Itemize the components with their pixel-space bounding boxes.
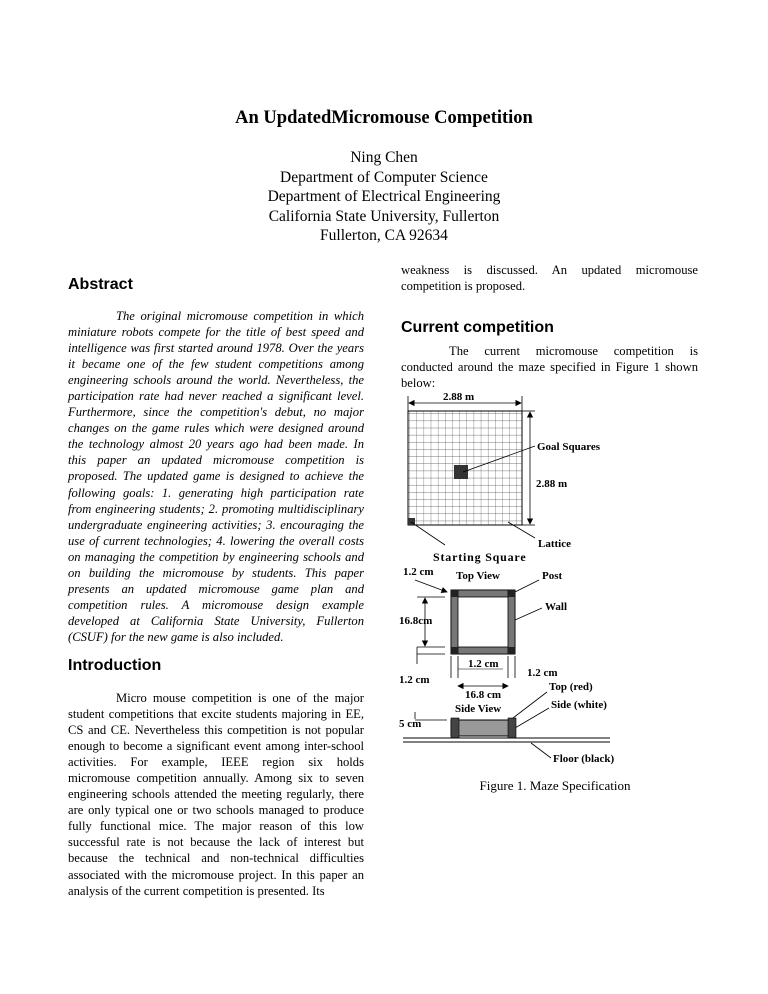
- goal-squares: [454, 465, 468, 479]
- abstract-text: The original micromouse competition in which miniature robots compete for the title of best speed and intelligence was first started around 1978. Over the years it became one of the few student competitions among engineering schools around the world. Nevertheless, the participation rate had never reached a significant level. Furthermore, since the competition's debut, no major changes on the game rules which were designed around the technology almost 20 years ago had been made. In this paper an updated micromouse competition is proposed. The updated game is designed to achieve the following goals: 1. generating high participation rate from engineering students; 2. promoting multidisciplinary undergraduate engineering activities; 3. encouraging the use of current technologies; 4. lowering the overall costs on managing the competition by engineering schools and on building the micromouse by students. This paper presents an updated micromouse game plan and competition rules. A micromouse design example developed at California State University, Fullerton (CSUF) for the new game is also included.: [68, 309, 364, 644]
- wall-label: Wall: [545, 601, 568, 613]
- maze-height-label: 2.88 m: [536, 478, 568, 490]
- wall-length-label: 16.8cm: [399, 615, 433, 627]
- intro-continued-text: weakness is discussed. An updated micromouse competition is proposed.: [401, 263, 698, 294]
- author-dept-ee: Department of Electrical Engineering: [267, 188, 501, 206]
- author-dept-cs: Department of Computer Science: [280, 168, 488, 186]
- starting-square-label: Starting Square: [433, 550, 527, 564]
- floor-label: Floor (black): [553, 753, 615, 765]
- introduction-text: Micro mouse competition is one of the major student competitions that excite students majoring in EE, CS and CE. Nevertheless this competition is not popular enough to become a significant event among inter-school activities. For example, IEEE region six holds micromouse competition annually. Among six to seven engineering schools attended the meeting regularly, there are only typical one or two schools managed to produce fully functional mice. The major reason of this low successful rate is not because the lack of interest but because the technical and non-technical difficulties associated with the micromouse project. In this paper an analysis of the current competition is presented. Its: [68, 691, 364, 898]
- side-white-label: Side (white): [551, 699, 607, 711]
- figure-caption: Figure 1. Maze Specification: [479, 778, 631, 793]
- post-label: Post: [542, 570, 563, 582]
- side-view-label: Side View: [455, 703, 502, 715]
- current-competition-text: The current micromouse competition is conducted around the maze specified in Figure 1 shown below:: [401, 344, 698, 391]
- side-view-diagram: [399, 681, 615, 765]
- height-cm-label: 5 cm: [399, 718, 422, 730]
- author-university: California State University, Fullerton: [268, 207, 500, 225]
- maze-width-label: 2.88 m: [443, 392, 475, 403]
- paper-title: An UpdatedMicromouse Competition: [235, 108, 533, 128]
- post-size-label: 1.2 cm: [403, 566, 434, 578]
- author-city: Fullerton, CA 92634: [320, 227, 448, 245]
- author-block: [0, 148, 768, 246]
- abstract-heading: Abstract: [68, 276, 133, 293]
- lattice-label: Lattice: [538, 538, 571, 550]
- introduction-heading: Introduction: [68, 657, 162, 674]
- inner-post-label: 1.2 cm: [468, 658, 499, 670]
- top-view-diagram: [399, 566, 567, 701]
- maze-height-dimension: [522, 411, 567, 525]
- top-view-label: Top View: [456, 570, 500, 582]
- current-competition-heading: Current competition: [401, 319, 554, 336]
- author-name: Ning Chen: [350, 149, 418, 166]
- left-post-label: 1.2 cm: [399, 674, 430, 686]
- top-red-label: Top (red): [549, 681, 593, 693]
- goal-squares-label: Goal Squares: [537, 441, 601, 453]
- maze-specification-figure: [395, 392, 660, 772]
- side-length-label: 16.8 cm: [465, 689, 502, 701]
- right-post-label: 1.2 cm: [527, 667, 558, 679]
- maze-grid: [408, 411, 522, 525]
